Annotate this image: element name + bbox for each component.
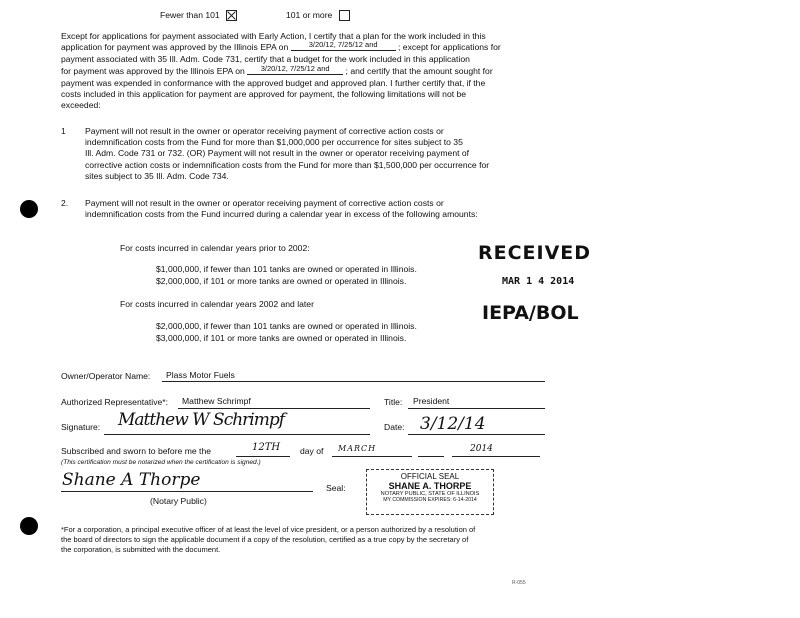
after-2002-heading: For costs incurred in calendar years 2002 and later [120,299,314,309]
sworn-year-underline [452,456,540,457]
seal-jurisdiction: NOTARY PUBLIC, STATE OF ILLINOIS [380,491,480,497]
owner-operator-label: Owner/Operator Name: [61,371,151,381]
after-2002-limit-b: $3,000,000, if 101 or more tanks are owned or operated in Illinois. [156,333,407,343]
notary-signature-underline [61,491,313,492]
sworn-day-value[interactable]: 12TH [252,442,281,453]
seal-notary-name: SHANE A. THORPE [388,481,472,491]
date-label: Date: [384,422,405,432]
certification-line-1: Except for applications for payment associated with Early Action, I certify that a plan for the work included in this [61,31,486,41]
binder-hole-top [20,200,38,218]
date-underline [408,434,545,435]
prior-2002-limit-b: $2,000,000, if 101 or more tanks are owned or operated in Illinois. [156,276,407,286]
seal-label: Seal: [326,483,346,493]
101-or-more-option[interactable] [286,10,350,21]
certification-line-5: payment was expended in conformance with the approved budget and approved plan. I further certify that, if the [61,77,486,88]
sworn-label: Subscribed and sworn to before me the [61,446,212,456]
sworn-comma-underline [418,456,444,457]
title-underline [408,408,545,409]
notary-signature[interactable]: Shane A Thorpe [62,470,201,490]
notarization-note: (This certification must be notarized when the certification is signed.) [61,459,261,466]
certification-paragraph [61,31,546,111]
sworn-year-value[interactable]: 2014 [470,444,493,454]
prior-2002-heading: For costs incurred in calendar years prior to 2002: [120,243,310,253]
signature-label: Signature: [61,422,101,432]
item-1-number: 1 [61,126,66,136]
fewer-than-101-option[interactable] [160,10,237,21]
binder-hole-bottom [20,517,38,535]
sworn-month-underline [332,456,412,457]
seal-expiration: MY COMMISSION EXPIRES: 6-14-2014 [383,497,477,503]
sworn-month-value[interactable]: MARCH [338,444,377,453]
authorized-rep-value[interactable]: Matthew Schrimpf [182,396,251,406]
prior-2002-limit-a: $1,000,000, if fewer than 101 tanks are owned or operated in Illinois. [156,264,417,274]
authorized-rep-label: Authorized Representative*: [61,397,169,407]
plan-approval-date-field[interactable]: 3/20/12, 7/25/12 and [291,39,396,51]
received-stamp: RECEIVED [478,242,592,264]
title-value[interactable]: President [413,396,450,406]
seal-title: OFFICIAL SEAL [400,472,460,481]
item-2-number: 2. [61,198,69,208]
notary-public-label: (Notary Public) [150,496,207,506]
certification-line-3: payment associated with 35 Ill. Adm. Code 731, certify that a budget for the work included in this application [61,54,470,65]
official-notary-seal [366,469,494,515]
day-of-label: day of [300,446,324,456]
signature-underline [104,434,370,435]
corporate-footnote: *For a corporation, a principal executive officer of at least the level of vice president, or a person authorized by a resolution of the board of directors to sign the applicable document if a copy of the resolution, certified as a true copy by the secretary of the corporation, is submitted with the document. [61,525,476,554]
fewer-than-101-label: Fewer than 101 [160,10,220,20]
item-1-text: Payment will not result in the owner or operator receiving payment of corrective action costs or indemnification costs from the Fund for more than $1,000,000 per occurrence for sites subject to 35 Ill. Adm. Code 731 or 732. (OR) Payment will not result in the owner or operator receiving payment of corrective action costs or indemnification costs from the Fund for more than $1,500,000 per occurrence for sites subject to 35 Ill. Adm. Code 734. [85,126,490,181]
agency-stamp: IEPA/BOL [482,302,579,324]
representative-signature[interactable]: Matthew W Schrimpf [118,410,285,430]
certification-line-7: exceeded: [61,100,101,111]
received-stamp-date: MAR 1 4 2014 [502,276,575,287]
after-2002-limit-a: $2,000,000, if fewer than 101 tanks are owned or operated in Illinois. [156,321,417,331]
title-label: Title: [384,397,403,407]
sworn-day-underline [236,456,290,457]
authorized-rep-underline [178,408,370,409]
fewer-than-101-checkbox-checked[interactable] [226,10,237,21]
owner-operator-underline [162,381,545,382]
101-or-more-checkbox[interactable] [339,10,350,21]
page-code: R-055 [512,580,526,586]
certification-line-2: application for payment was approved by the Illinois EPA on 3/20/12, 7/25/12 and ; except for applications for [61,40,501,53]
101-or-more-label: 101 or more [286,10,333,20]
budget-approval-date-field[interactable]: 3/20/12, 7/25/12 and [247,63,343,75]
certification-line-4: for payment was approved by the Illinois EPA on 3/20/12, 7/25/12 and ; and certify that the amount sought for [61,63,493,76]
certification-line-6: costs included in this application for payment are approved for payment, the following limitations will not be [61,89,467,100]
item-2-text: Payment will not result in the owner or operator receiving payment of corrective action costs or indemnification costs from the Fund incurred during a calendar year in excess of the following amounts: [85,198,478,220]
signature-date-value[interactable]: 3/12/14 [420,414,486,434]
owner-operator-value[interactable]: Plass Motor Fuels [166,370,235,380]
